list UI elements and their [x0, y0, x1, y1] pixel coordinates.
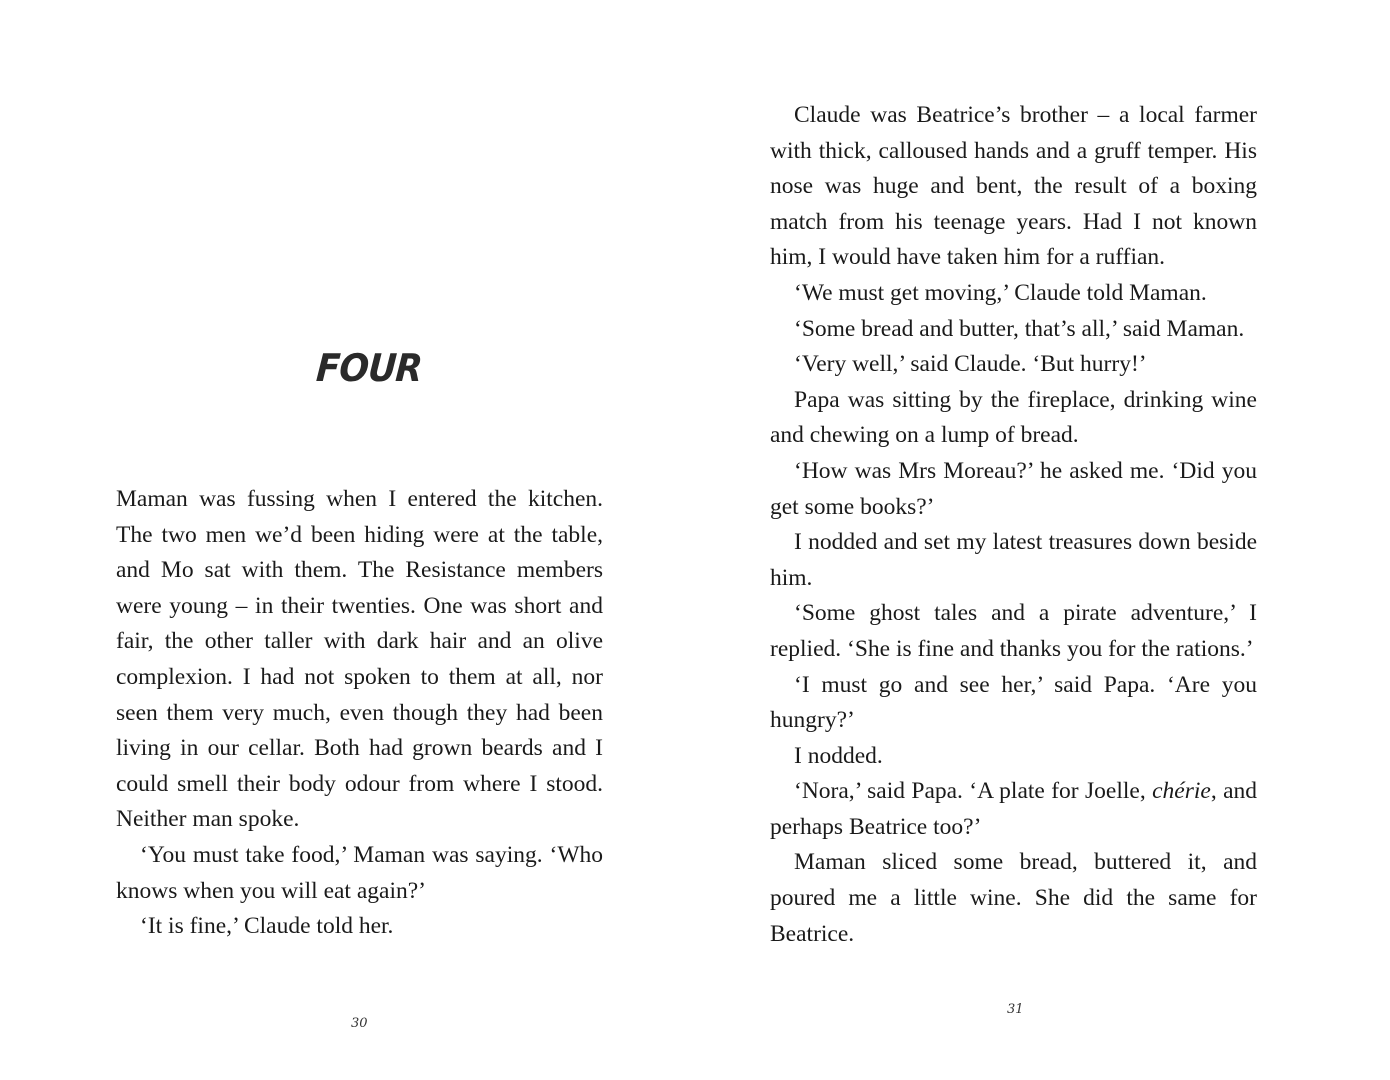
paragraph-text: , and perhaps Beatrice too?’ — [770, 778, 1257, 840]
paragraph: Maman sliced some bread, buttered it, and poured me a little wine. She did the same for Beatrice. — [770, 849, 1257, 947]
paragraph: I nodded. — [794, 742, 883, 769]
paragraph: I nodded and set my latest treasures down beside him. — [770, 529, 1257, 591]
paragraph: ‘How was Mrs Moreau?’ he asked me. ‘Did you get some books?’ — [770, 457, 1257, 520]
chapter-title: FOUR — [314, 346, 424, 390]
page-number: 31 — [1007, 1002, 1024, 1017]
page-number: 30 — [351, 1016, 368, 1031]
paragraph: ‘It is fine,’ Claude told her. — [140, 913, 394, 940]
paragraph-text: ‘Nora,’ said Papa. ‘A plate for Joelle, — [794, 778, 1153, 805]
paragraph: ‘You must take food,’ Maman was saying. ‘Who knows when you will eat again?’ — [116, 841, 603, 904]
right-page — [695, 0, 1390, 1080]
paragraph: ‘I must go and see her,’ said Papa. ‘Are you hungry?’ — [770, 671, 1257, 734]
paragraph: ‘We must get moving,’ Claude told Maman. — [794, 279, 1207, 306]
paragraph: Claude was Beatrice’s brother – a local farmer with thick, calloused hands and a gruff temper. His nose was huge and bent, the result of a boxing match from his teenage years. Had I not known him, I would have taken him for a ruffian. — [770, 102, 1257, 271]
paragraph: Papa was sitting by the fireplace, drinking wine and chewing on a lump of bread. — [770, 386, 1257, 449]
paragraph: ‘Some ghost tales and a pirate adventure,’ I replied. ‘She is fine and thanks you for the rations.’ — [770, 600, 1257, 662]
right-page-text — [770, 98, 1257, 952]
paragraph: ‘Very well,’ said Claude. ‘But hurry!’ — [794, 351, 1147, 378]
italic-word: chérie — [1152, 778, 1211, 805]
left-page-text — [116, 482, 603, 945]
paragraph: Maman was fussing when I entered the kitchen. The two men we’d been hiding were at the table, and Mo sat with them. The Resistance members were young – in their twenties. One was short and fair, the other taller with dark hair and an olive complexion. I had not spoken to them at all, nor seen them very much, even though they had been living in our cellar. Both had grown beards and I could smell their body odour from where I stood. Neither man spoke. — [116, 486, 603, 833]
paragraph: ‘Some bread and butter, that’s all,’ said Maman. — [794, 315, 1245, 342]
paragraph — [770, 774, 1257, 845]
